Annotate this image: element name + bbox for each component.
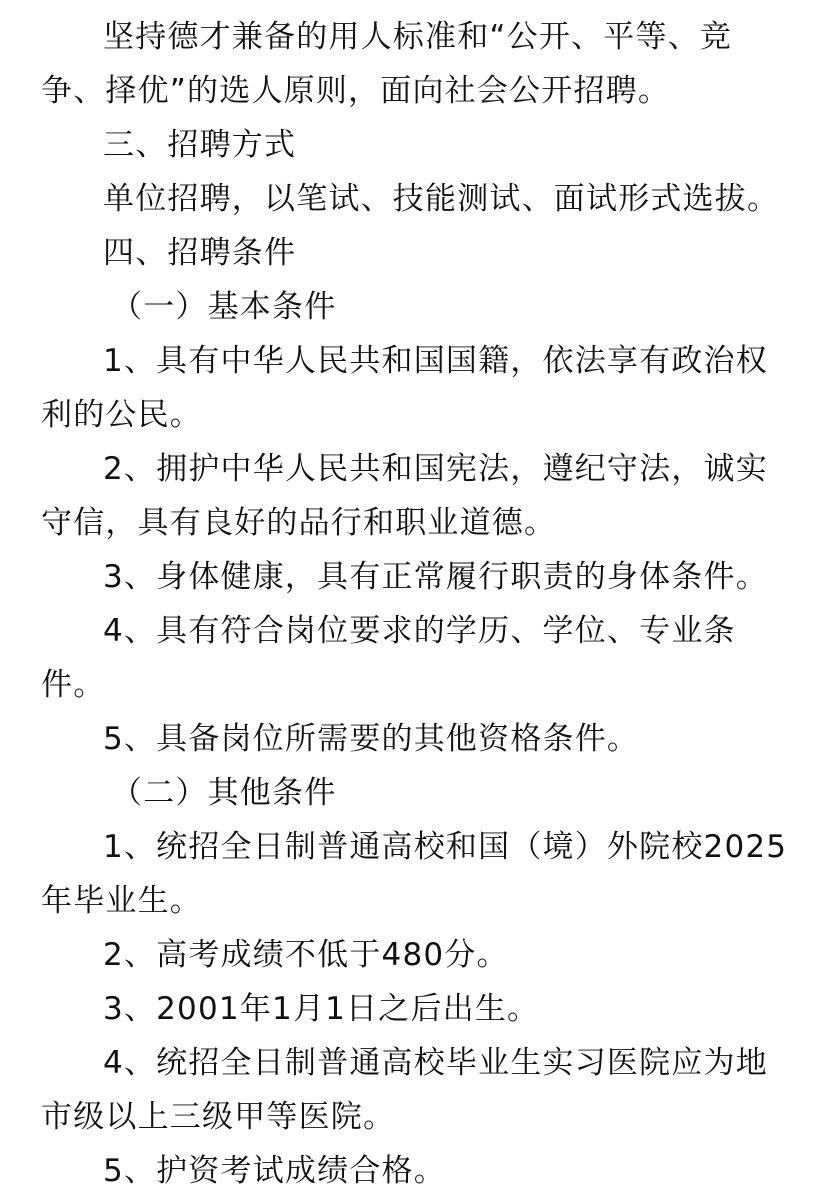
paragraph-recruitment-method: 单位招聘，以笔试、技能测试、面试形式选拔。: [103, 181, 780, 217]
basic-condition-3: 3、身体健康，具有正常履行职责的身体条件。: [103, 559, 768, 595]
basic-condition-4: 4、具有符合岗位要求的学历、学位、专业条件。: [41, 613, 736, 703]
other-condition-1: 1、统招全日制普通高校和国（境）外院校2025年毕业生。: [41, 829, 788, 919]
paragraph-principle: 坚持德才兼备的用人标准和“公开、平等、竞争、择优”的选人原则，面向社会公开招聘。: [41, 19, 733, 109]
basic-condition-5: 5、具备岗位所需要的其他资格条件。: [103, 721, 640, 757]
other-condition-3: 3、2001年1月1日之后出生。: [103, 991, 540, 1027]
other-condition-2: 2、高考成绩不低于480分。: [103, 937, 509, 973]
heading-recruitment-conditions: 四、招聘条件: [103, 235, 297, 271]
other-condition-4: 4、统招全日制普通高校毕业生实习医院应为地市级以上三级甲等医院。: [41, 1045, 768, 1135]
basic-condition-1: 1、具有中华人民共和国国籍，依法享有政治权利的公民。: [41, 343, 768, 433]
subheading-other-conditions: （二）其他条件: [111, 775, 337, 811]
other-condition-5: 5、护资考试成绩合格。: [103, 1153, 446, 1189]
subheading-basic-conditions: （一）基本条件: [111, 289, 337, 325]
basic-condition-2: 2、拥护中华人民共和国宪法，遵纪守法，诚实守信，具有良好的品行和职业道德。: [41, 451, 768, 541]
heading-recruitment-method: 三、招聘方式: [103, 127, 297, 163]
